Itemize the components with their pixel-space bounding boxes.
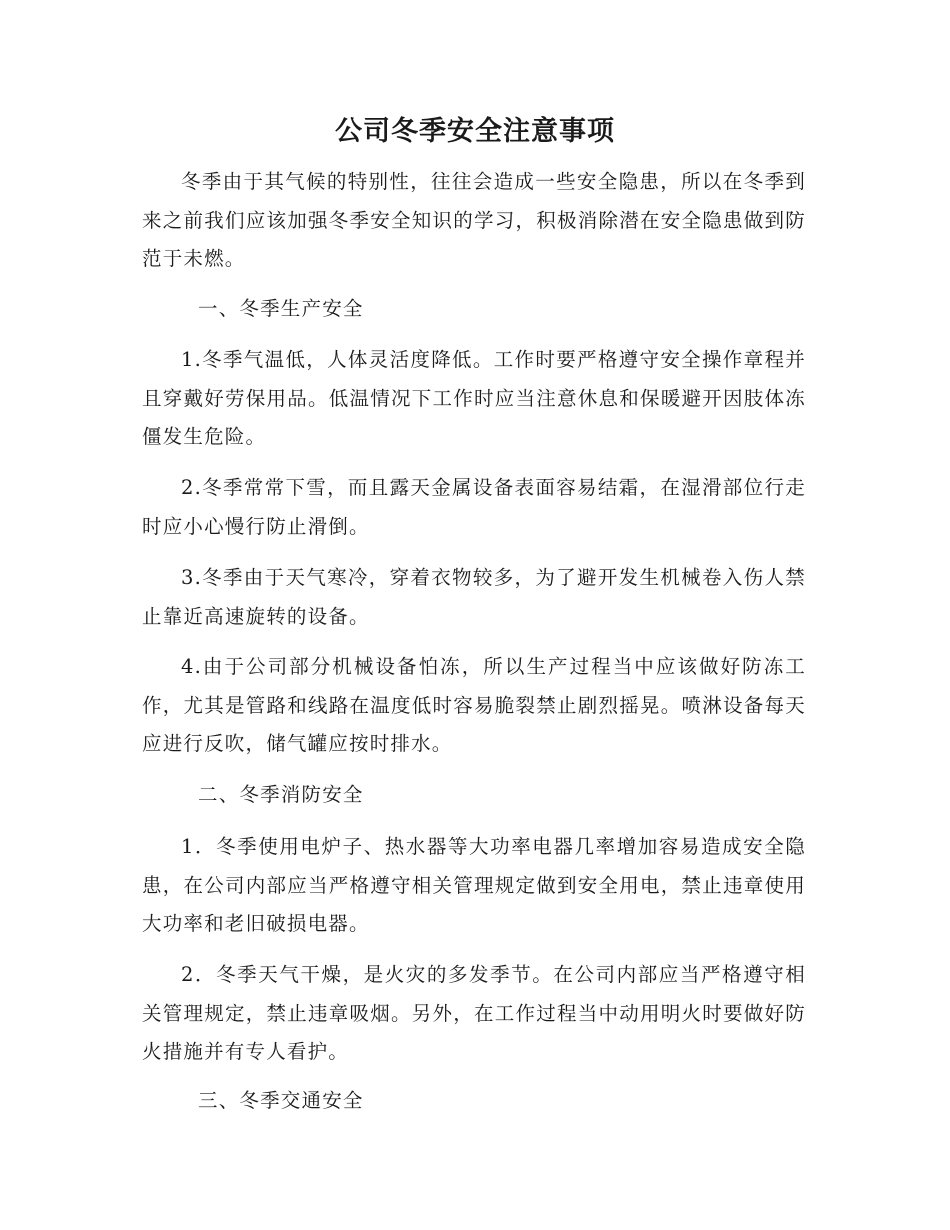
- section-heading-fire: 二、冬季消防安全: [198, 783, 364, 806]
- production-item-4: 4.由于公司部分机械设备怕冻，所以生产过程当中应该做好防冻工作，尤其是管路和线路在温度低时容易脆裂禁止剧烈摇晃。喷淋设备每天应进行反吹，储气罐应按时排水。: [142, 655, 806, 755]
- intro-paragraph: 冬季由于其气候的特别性，往往会造成一些安全隐患，所以在冬季到来之前我们应该加强冬季安全知识的学习，积极消除潜在安全隐患做到防范于未燃。: [142, 170, 806, 270]
- production-item-1: 1.冬季气温低，人体灵活度降低。工作时要严格遵守安全操作章程并且穿戴好劳保用品。低温情况下工作时应当注意休息和保暖避开因肢体冻僵发生危险。: [142, 348, 806, 448]
- document-title: 公司冬季安全注意事项: [335, 116, 615, 147]
- production-item-2: 2.冬季常常下雪，而且露天金属设备表面容易结霜，在湿滑部位行走时应小心慢行防止滑倒。: [142, 476, 806, 538]
- production-item-3: 3.冬季由于天气寒冷，穿着衣物较多，为了避开发生机械卷入伤人禁止靠近高速旋转的设备。: [142, 566, 806, 628]
- fire-item-2: 2．冬季天气干燥，是火灾的多发季节。在公司内部应当严格遵守相关管理规定，禁止违章吸烟。另外，在工作过程当中动用明火时要做好防火措施并有专人看护。: [142, 963, 806, 1063]
- section-heading-traffic: 三、冬季交通安全: [198, 1089, 364, 1112]
- fire-item-1: 1．冬季使用电炉子、热水器等大功率电器几率增加容易造成安全隐患，在公司内部应当严格遵守相关管理规定做到安全用电，禁止违章使用大功率和老旧破损电器。: [142, 835, 806, 935]
- section-heading-production: 一、冬季生产安全: [198, 297, 364, 320]
